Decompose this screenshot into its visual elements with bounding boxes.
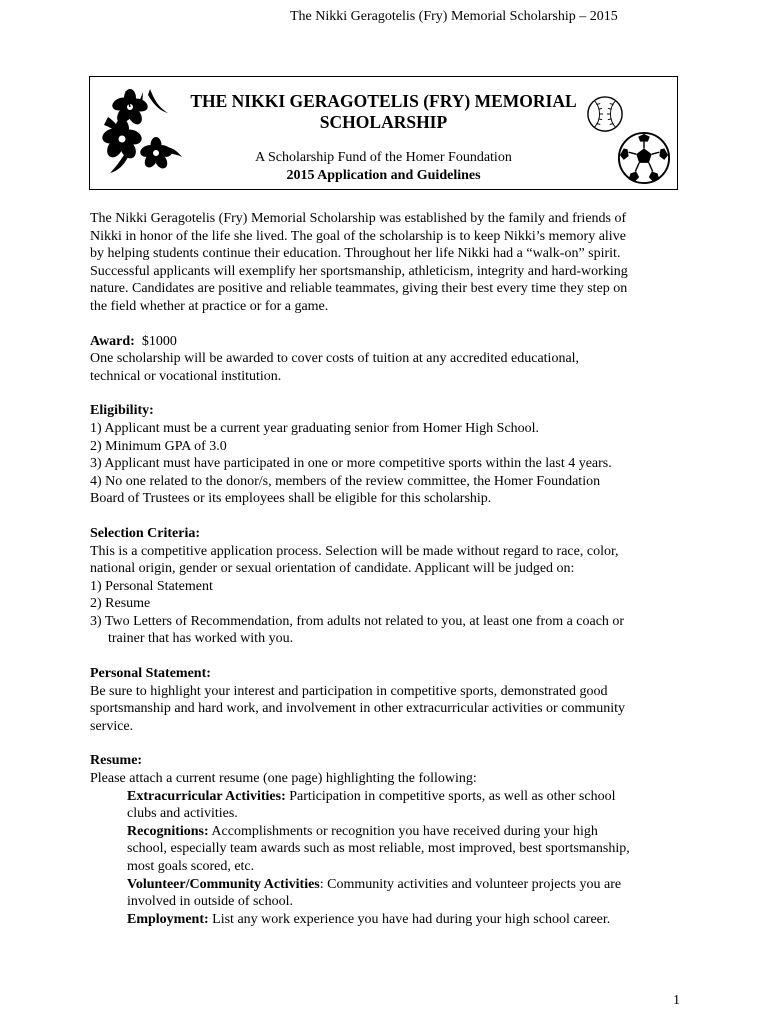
selection-section (90, 525, 680, 648)
award-amount: $1000 (141, 333, 177, 349)
text-line: nature. Candidates are positive and reliable teammates, giving their best every time they step on (90, 281, 628, 297)
award-section (90, 333, 680, 386)
list-item: 3) Applicant must have participated in one or more competitive sports within the last 4 years. (90, 456, 612, 472)
text-line: the field whether at practice or for a game. (90, 298, 329, 314)
resume-item-extracurricular (90, 788, 680, 823)
title-box (89, 76, 678, 190)
text-line: service. (90, 718, 134, 734)
text-line: clubs and activities. (127, 806, 238, 822)
award-heading: Award: (90, 333, 135, 349)
eligibility-section (90, 402, 680, 508)
text-line: by helping students continue their education. Throughout her life Nikki had a “walk-on” spirit. (90, 246, 621, 262)
document-title (170, 91, 597, 133)
selection-heading: Selection Criteria: (90, 525, 201, 541)
text-line: Be sure to highlight your interest and participation in competitive sports, demonstrated good (90, 683, 608, 699)
document-body (90, 210, 680, 928)
resume-item-label: Volunteer/Community Activities (127, 876, 320, 892)
personal-statement-heading: Personal Statement: (90, 666, 211, 682)
resume-item-recognitions (90, 823, 680, 876)
text-line: technical or vocational institution. (90, 368, 282, 384)
text-line: school, especially team awards such as most reliable, most improved, best sportsmanship, (127, 841, 630, 857)
list-item: 2) Minimum GPA of 3.0 (90, 438, 227, 454)
resume-item-label: Recognitions: (127, 823, 209, 839)
text-line: Successful applicants will exemplify her sportsmanship, athleticism, integrity and hard-working (90, 263, 628, 279)
soccer-ball-icon (617, 131, 671, 185)
resume-item-employment (90, 911, 680, 929)
subtitle-foundation: A Scholarship Fund of the Homer Foundation (255, 150, 512, 165)
text-line: most goals scored, etc. (127, 859, 255, 874)
list-item: 4) No one related to the donor/s, members of the review committee, the Homer Foundation (90, 473, 601, 489)
personal-statement-section (90, 665, 680, 735)
document-subtitle (170, 149, 597, 185)
text-line: The Nikki Geragotelis (Fry) Memorial Scholarship was established by the family and friends of (90, 211, 627, 226)
text-line: Board of Trustees or its employees shall be eligible for this scholarship. (90, 491, 492, 507)
resume-item-text: Accomplishments or recognition you have received during your high (208, 823, 598, 839)
resume-item-label: Employment: (127, 911, 209, 927)
text-line: One scholarship will be awarded to cover costs of tuition at any accredited educational, (90, 351, 580, 367)
eligibility-heading: Eligibility: (90, 403, 154, 419)
text-line: This is a competitive application process. Selection will be made without regard to race, color, (90, 543, 619, 559)
text-line: national origin, gender or sexual orientation of candidate. Applicant will be judged on: (90, 561, 575, 577)
resume-item-volunteer (90, 876, 680, 911)
resume-heading: Resume: (90, 753, 143, 769)
text-line: sportsmanship and hard work, and involvement in other extracurricular activities or community (90, 701, 625, 717)
baseball-icon (586, 95, 624, 133)
list-item: 2) Resume (90, 596, 151, 612)
resume-item-text: Participation in competitive sports, as well as other school (285, 788, 616, 804)
resume-item-text: List any work experience you have had during your high school career. (208, 911, 611, 927)
list-item: 1) Personal Statement (90, 578, 213, 594)
title-line-1: THE NIKKI GERAGOTELIS (FRY) MEMORIAL (190, 91, 577, 111)
list-item: 1) Applicant must be a current year graduating senior from Homer High School. (90, 420, 540, 436)
list-item: 3) Two Letters of Recommendation, from adults not related to you, at least one from a coach or (90, 613, 625, 629)
text-line: involved in outside of school. (127, 894, 294, 910)
text-line: Please attach a current resume (one page) highlighting the following: (90, 771, 477, 787)
subtitle-year: 2015 Application and Guidelines (286, 168, 481, 183)
page-number: 1 (673, 993, 680, 1008)
running-header: The Nikki Geragotelis (Fry) Memorial Scholarship – 2015 (290, 9, 618, 24)
title-line-2: SCHOLARSHIP (319, 112, 448, 132)
text-line: Nikki in honor of the life she lived. The goal of the scholarship is to keep Nikki’s memory alive (90, 228, 626, 244)
resume-item-text: : Community activities and volunteer projects you are (319, 876, 622, 892)
resume-section (90, 752, 680, 928)
text-line: trainer that has worked with you. (108, 631, 294, 647)
intro-paragraph (90, 210, 680, 316)
resume-item-label: Extracurricular Activities: (127, 788, 286, 804)
